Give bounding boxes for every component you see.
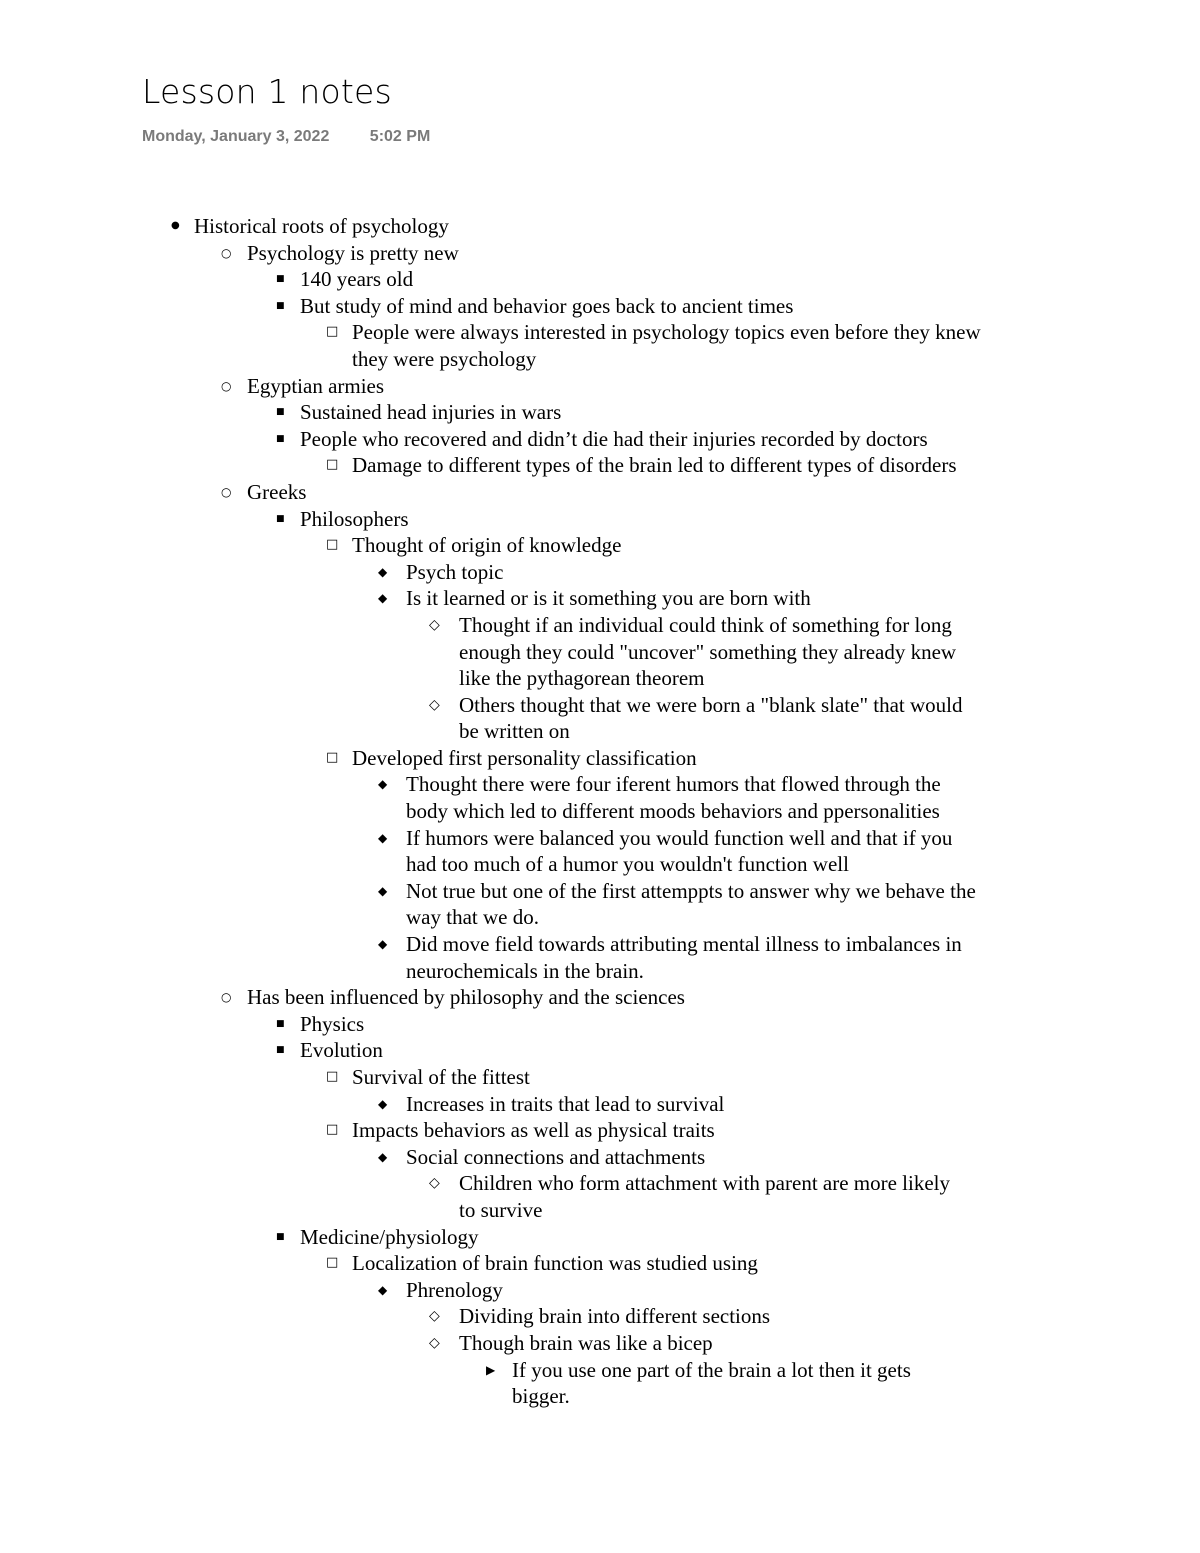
outline-item (326, 1064, 1003, 1091)
outline-item (171, 213, 1010, 240)
page-time: 5:02 PM (369, 128, 431, 145)
hollow-square-bullet-icon: □ (326, 1069, 339, 1084)
outline-item-text: Physics (300, 1011, 365, 1036)
filled-square-bullet-icon: ■ (276, 300, 285, 311)
outline-item (221, 373, 1010, 400)
hollow-square-bullet-icon: □ (326, 324, 339, 340)
outline-item-text: Developed first personality classification (352, 745, 697, 770)
outline-item-text: Thought there were four iferent humors that flowed through the body which led to different moods behaviors and ppersonalities (406, 772, 941, 824)
outline-item-text: Dividing brain into different sections (459, 1304, 771, 1329)
outline-item (221, 479, 1010, 506)
hollow-diamond-bullet-icon: ◇ (429, 1334, 440, 1351)
outline-item-text: Thought of origin of knowledge (352, 533, 622, 558)
outline-item (326, 745, 1003, 772)
hollow-diamond-bullet-icon: ◇ (429, 616, 440, 633)
outline-item (221, 984, 1010, 1011)
outline-item (276, 426, 1010, 453)
outline-item-text: Survival of the fittest (352, 1065, 530, 1089)
outline-item-text: Is it learned or is it something you are born with (406, 586, 811, 611)
filled-diamond-bullet-icon: ◆ (378, 591, 388, 606)
outline-item-text: Phrenology (406, 1277, 503, 1302)
outline-item (429, 1330, 968, 1357)
right-triangle-bullet-icon: ▶ (486, 1362, 496, 1377)
outline-item-text: Impacts behaviors as well as physical traits (352, 1118, 715, 1143)
filled-square-bullet-icon: ■ (276, 1231, 285, 1242)
filled-square-bullet-icon: ■ (276, 433, 285, 444)
outline-item (276, 266, 1010, 293)
outline-item-text: Did move field towards attributing mental illness to imbalances in neurochemicals in the brain. (406, 932, 962, 983)
outline-item-text: Egyptian armies (247, 373, 385, 398)
hollow-square-bullet-icon: □ (326, 457, 339, 473)
outline-item-text: Increases in traits that lead to survival (406, 1091, 725, 1116)
outline-item-text: 140 years old (300, 267, 414, 292)
page-title: Lesson 1 notes (142, 72, 392, 111)
outline-item-text: Greeks (247, 479, 307, 504)
outline-item-text: But study of mind and behavior goes back to ancient times (300, 293, 794, 318)
outline-item-text: Psychology is pretty new (247, 240, 459, 265)
outline-item (378, 771, 982, 824)
outline-item-text: Localization of brain function was studied using (352, 1251, 758, 1276)
outline-item (378, 559, 982, 586)
hollow-circle-bullet-icon: ○ (221, 245, 232, 260)
page-date: Monday, January 3, 2022 (142, 128, 330, 145)
hollow-diamond-bullet-icon: ◇ (429, 696, 440, 713)
outline-item (378, 1144, 982, 1171)
filled-square-bullet-icon: ■ (276, 1045, 285, 1056)
outline-item (276, 399, 1010, 426)
filled-diamond-bullet-icon: ◆ (378, 777, 388, 792)
outline-item (378, 585, 982, 612)
outline-item (276, 1037, 1010, 1064)
outline-item (276, 1011, 1010, 1038)
filled-diamond-bullet-icon: ◆ (378, 1096, 388, 1111)
outline-item-text: Though brain was like a bicep (459, 1330, 713, 1355)
outline-item-text: Has been influenced by philosophy and the sciences (247, 985, 685, 1010)
hollow-square-bullet-icon: □ (326, 1255, 339, 1271)
filled-square-bullet-icon: ■ (276, 407, 285, 418)
outline-item-text: Not true but one of the first attemppts to answer why we behave the way that we do. (406, 878, 976, 930)
outline-item-text: Medicine/physiology (300, 1224, 479, 1249)
hollow-circle-bullet-icon: ○ (221, 990, 232, 1005)
outline-item-text: Thought if an individual could think of something for long enough they could "uncover" something they already knew like the pythagorean theorem (459, 612, 957, 691)
outline-item (276, 506, 1010, 533)
outline-item (326, 319, 1003, 372)
outline-item (378, 878, 982, 931)
outline-item-text: Others thought that we were born a "blank slate" that would be written on (459, 692, 963, 744)
outline-item (326, 452, 1003, 479)
outline-notes (0, 213, 1200, 1410)
outline-item (378, 825, 982, 878)
page-meta (142, 128, 430, 146)
outline-item (276, 293, 1010, 320)
hollow-circle-bullet-icon: ○ (221, 484, 232, 499)
outline-item-text: Sustained head injuries in wars (300, 400, 562, 425)
outline-item (429, 612, 968, 692)
outline-item (378, 931, 982, 984)
filled-diamond-bullet-icon: ◆ (378, 1282, 388, 1297)
outline-item-text: Philosophers (300, 506, 409, 531)
outline-item-text: Evolution (300, 1038, 383, 1063)
hollow-square-bullet-icon: □ (326, 1122, 339, 1138)
filled-square-bullet-icon: ■ (276, 513, 285, 524)
hollow-square-bullet-icon: □ (326, 749, 339, 765)
outline-item (326, 532, 1003, 559)
outline-item-text: If humors were balanced you would function well and that if you had too much of a humor you wouldn't function well (406, 825, 953, 877)
outline-item (326, 1250, 1003, 1277)
outline-item-text: Historical roots of psychology (194, 214, 449, 238)
outline-item (221, 240, 1010, 267)
outline-item (429, 1303, 968, 1330)
outline-item-text: Social connections and attachments (406, 1144, 706, 1169)
outline-item (486, 1357, 968, 1410)
hollow-circle-bullet-icon: ○ (221, 378, 232, 393)
filled-square-bullet-icon: ■ (276, 1018, 285, 1029)
hollow-diamond-bullet-icon: ◇ (429, 1175, 440, 1192)
outline-item (378, 1091, 982, 1118)
filled-diamond-bullet-icon: ◆ (378, 830, 388, 845)
outline-item (429, 1170, 968, 1223)
filled-diamond-bullet-icon: ◆ (378, 883, 388, 898)
filled-diamond-bullet-icon: ◆ (378, 1149, 388, 1164)
outline-item-text: Psych topic (406, 559, 504, 584)
filled-circle-bullet-icon: ● (171, 220, 180, 231)
outline-item (429, 692, 968, 745)
filled-square-bullet-icon: ■ (276, 274, 285, 285)
outline-item (326, 1117, 1003, 1144)
hollow-diamond-bullet-icon: ◇ (429, 1308, 440, 1325)
outline-item-text: People who recovered and didn’t die had their injuries recorded by doctors (300, 426, 928, 451)
filled-diamond-bullet-icon: ◆ (378, 564, 388, 579)
outline-item-text: Damage to different types of the brain led to different types of disorders (352, 453, 957, 478)
outline-item-text: If you use one part of the brain a lot then it gets bigger. (512, 1357, 911, 1409)
outline-item (276, 1224, 1010, 1251)
outline-item-text: People were always interested in psychology topics even before they knew they were psychology (352, 320, 981, 371)
outline-item-text: Children who form attachment with parent are more likely to survive (459, 1171, 951, 1222)
filled-diamond-bullet-icon: ◆ (378, 937, 388, 952)
outline-item (378, 1277, 982, 1304)
hollow-square-bullet-icon: □ (326, 537, 339, 553)
